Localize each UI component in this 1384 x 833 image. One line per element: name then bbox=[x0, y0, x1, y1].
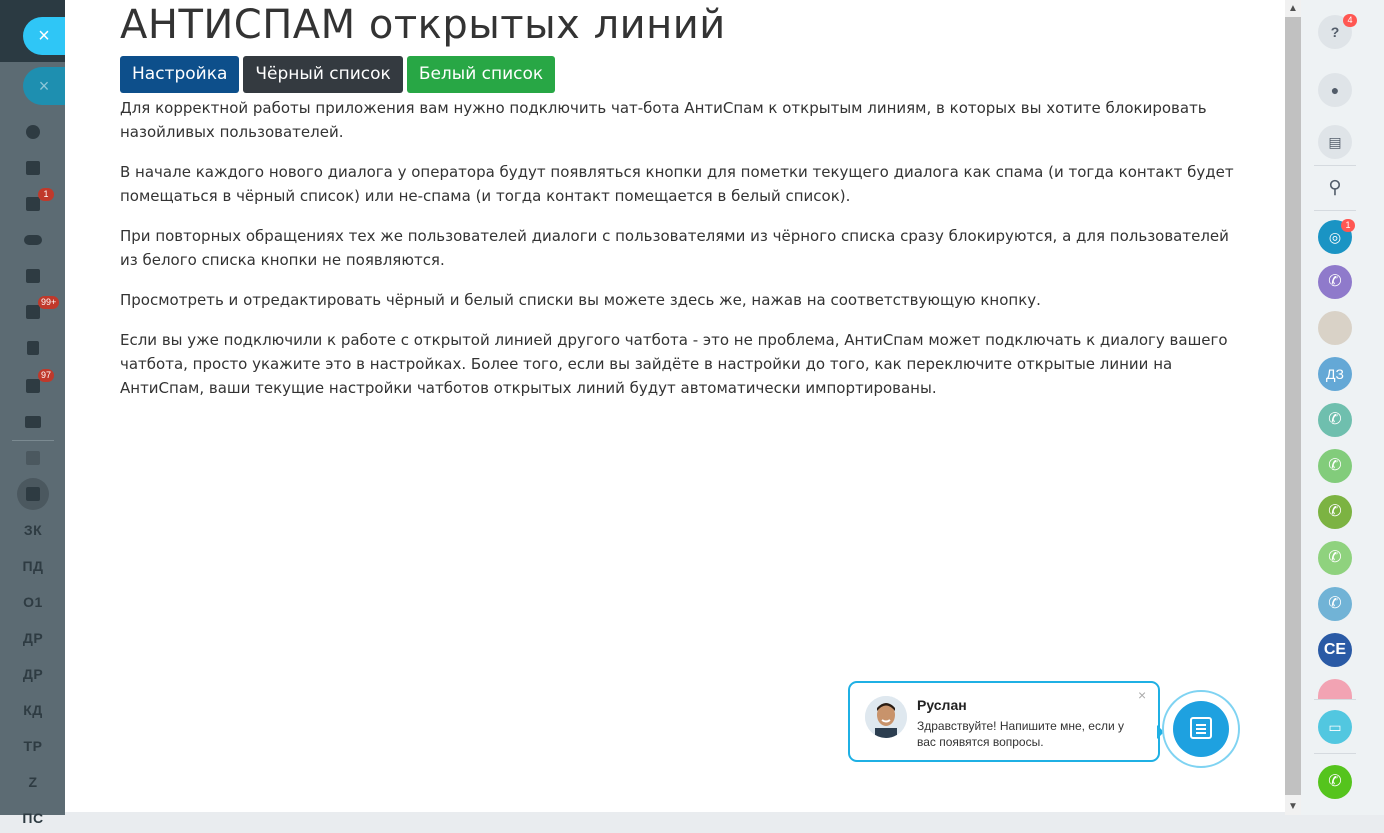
openlines-badge: 1 bbox=[1341, 219, 1355, 232]
paragraph-5: Если вы уже подключили к работе с открытой линией другого чатбота - это не проблема, АнтиСпам может подключать к диалогу вашего чатбота, просто укажите это в настройках. Более того, если вы зайдёте в настройки до того, как переключите открытые линии на АнтиСпам, ваши текущие настройки чатботов открытых линий будут автоматически импортированы. bbox=[120, 331, 1228, 397]
flow-icon[interactable] bbox=[14, 116, 52, 146]
app-item-o1[interactable]: О1 bbox=[23, 594, 43, 610]
app-item-pd[interactable]: ПД bbox=[22, 558, 44, 574]
chat-close-icon[interactable]: × bbox=[1138, 687, 1147, 703]
settings-button[interactable]: Настройка bbox=[120, 56, 239, 93]
app-item-kd[interactable]: КД bbox=[23, 702, 43, 718]
phone-icon-1[interactable]: ✆ bbox=[1318, 403, 1352, 437]
rs-divider-2 bbox=[1314, 210, 1356, 211]
feed-icon[interactable] bbox=[14, 152, 52, 182]
app-item-zk[interactable]: ЗК bbox=[23, 522, 43, 538]
blacklist-button[interactable]: Чёрный список bbox=[243, 56, 402, 93]
user-avatar[interactable] bbox=[1318, 311, 1352, 345]
paragraph-3: При повторных обращениях тех же пользователей диалоги с пользователями из чёрного списка сразу блокируются, а для пользователей из белого списка кнопки не появляются. bbox=[120, 227, 1229, 269]
rs-divider-1 bbox=[1314, 165, 1356, 166]
calendar-icon[interactable] bbox=[14, 260, 52, 290]
scroll-thumb[interactable] bbox=[1285, 17, 1301, 795]
box-active-icon[interactable] bbox=[17, 478, 49, 510]
mail-badge: 99+ bbox=[38, 296, 59, 309]
search-chat-icon[interactable]: ▤ bbox=[1318, 125, 1352, 159]
document-icon[interactable] bbox=[14, 332, 52, 362]
right-sidebar bbox=[1301, 0, 1384, 815]
chat-popup[interactable] bbox=[848, 681, 1160, 762]
phone-icon-2[interactable]: ✆ bbox=[1318, 449, 1352, 483]
scroll-up-icon[interactable]: ▲ bbox=[1288, 3, 1298, 14]
chat-launcher-inner bbox=[1173, 701, 1229, 757]
paragraph-2: В начале каждого нового диалога у оператора будут появляться кнопки для пометки текущего диалога как спама (и тогда контакт будет помещаться в чёрный список) или не-спама (и тогда контакт помещается в белый список). bbox=[120, 163, 1234, 205]
box-icon[interactable] bbox=[14, 442, 52, 472]
viber-icon[interactable]: ✆ bbox=[1318, 265, 1352, 299]
page-title: АНТИСПАМ открытых линий bbox=[120, 2, 726, 48]
groups-icon[interactable] bbox=[14, 224, 52, 254]
contact-card-icon[interactable] bbox=[14, 406, 52, 436]
chat-message: Здравствуйте! Напишите мне, если у вас появятся вопросы. bbox=[917, 719, 1125, 749]
app-item-tr[interactable]: ТР bbox=[23, 738, 43, 754]
rs-divider-4 bbox=[1314, 753, 1356, 754]
scrollbar[interactable] bbox=[1285, 0, 1301, 815]
openlines-icon[interactable]: ◎ bbox=[1318, 220, 1352, 254]
tasks-badge: 97 bbox=[38, 369, 54, 382]
help-icon[interactable]: ? bbox=[1318, 15, 1352, 49]
paragraph-4: Просмотреть и отредактировать чёрный и белый списки вы можете здесь же, нажав на соответствующую кнопку. bbox=[120, 291, 1041, 309]
phone-icon-3[interactable]: ✆ bbox=[1318, 495, 1352, 529]
left-divider bbox=[12, 440, 54, 441]
whitelist-button[interactable]: Белый список bbox=[407, 56, 555, 93]
app-item-dr2[interactable]: ДР bbox=[22, 666, 44, 682]
close-slider-button[interactable]: × bbox=[23, 17, 65, 55]
operator-name: Руслан bbox=[917, 697, 967, 713]
avatar-ce[interactable]: СЕ bbox=[1318, 633, 1352, 667]
chat-badge: 1 bbox=[38, 188, 54, 201]
scroll-down-icon[interactable]: ▼ bbox=[1288, 801, 1298, 812]
phone-icon-5[interactable]: ✆ bbox=[1318, 587, 1352, 621]
tab-buttons bbox=[120, 56, 555, 93]
operator-avatar bbox=[865, 696, 907, 738]
app-item-dr1[interactable]: ДР bbox=[22, 630, 44, 646]
left-sidebar bbox=[0, 0, 65, 826]
chat-form-icon bbox=[1190, 717, 1212, 739]
search-icon[interactable]: ⚲ bbox=[1328, 177, 1342, 197]
app-item-z[interactable]: Z bbox=[28, 774, 38, 790]
phone-icon-6[interactable] bbox=[1318, 679, 1352, 699]
paragraph-1: Для корректной работы приложения вам нужно подключить чат-бота АнтиСпам к открытым линиям, в которых вы хотите блокировать назойливых пользователей. bbox=[120, 99, 1207, 141]
bell-icon[interactable]: ● bbox=[1318, 73, 1352, 107]
phone-icon-4[interactable]: ✆ bbox=[1318, 541, 1352, 575]
close-slider-button-secondary[interactable]: × bbox=[23, 67, 65, 105]
call-icon[interactable]: ✆ bbox=[1318, 765, 1352, 799]
app-item-ps[interactable]: ПС bbox=[22, 810, 44, 826]
avatar-dz[interactable]: ДЗ bbox=[1318, 357, 1352, 391]
chat-launcher-button[interactable] bbox=[1162, 690, 1240, 768]
device-icon[interactable]: ▭ bbox=[1318, 710, 1352, 744]
rs-divider-3 bbox=[1314, 699, 1356, 700]
help-badge: 4 bbox=[1343, 14, 1357, 27]
description bbox=[120, 96, 1240, 416]
